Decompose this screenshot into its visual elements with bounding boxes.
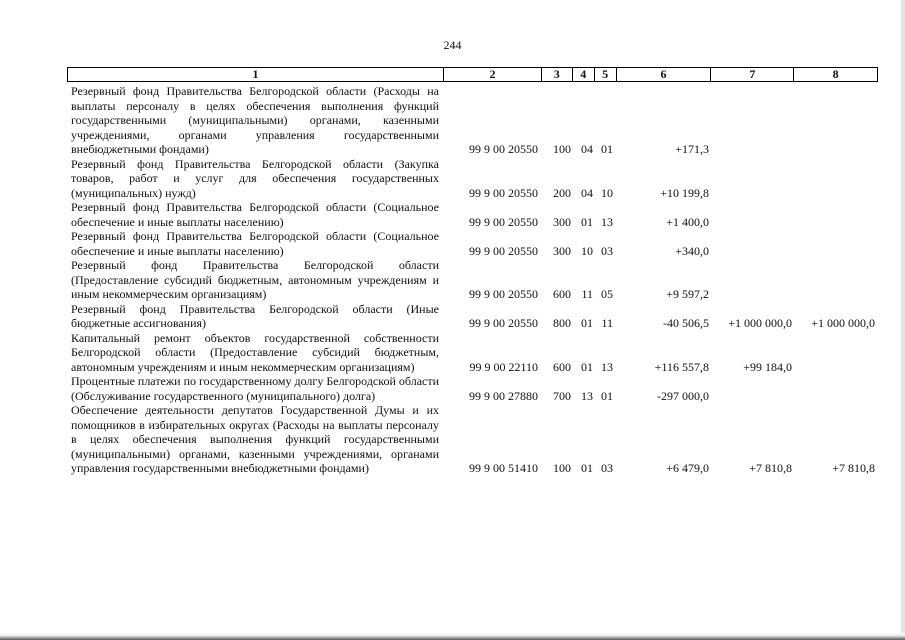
row-col-4: 01 [581,359,593,374]
header-col-8: 8 [832,67,839,81]
row-col-5: 13 [601,359,613,374]
row-col-3: 600 [553,287,571,301]
header-col-1: 1 [68,68,444,81]
row-col-6: +9 597,2 [666,287,709,301]
row-col-3: 600 [553,359,571,374]
row-description: Резервный фонд Правительства Белгородской области (Иные бюджетные ассигнования) [71,301,439,330]
table-row [67,84,878,157]
row-col-8: +1 000 000,0 [811,316,875,330]
row-code: 99 9 00 20550 [469,185,538,200]
scan-edge [901,0,905,640]
header-col-7: 7 [711,68,794,81]
row-description: Резервный фонд Правительства Белгородской области (Закупка товаров, работ и услуг для обеспечения государственных (муниципальных) нужд) [71,156,439,200]
table-row [67,374,878,403]
row-col-5: 01 [601,388,613,403]
row-col-5: 03 [601,461,613,475]
header-col-4: 4 [573,68,595,81]
row-col-8: +7 810,8 [832,461,875,475]
row-code: 99 9 00 20550 [469,287,538,301]
table-row [67,331,878,375]
table-row [67,403,878,476]
row-description: Процентные платежи по государственному долгу Белгородской области (Обслуживание государственного (муниципального) долга) [71,374,440,403]
row-col-5: 01 [601,142,613,156]
row-col-3: 200 [553,185,571,200]
row-col-3: 300 [553,243,571,258]
row-col-7: +99 184,0 [743,359,792,374]
row-col-4: 04 [581,142,593,156]
row-col-3: 800 [553,316,571,330]
row-col-3: 300 [553,214,571,229]
row-description: Резервный фонд Правительства Белгородской области (Социальное обеспечение и иные выплаты населению) [71,229,439,258]
row-col-4: 01 [581,461,593,475]
page-number: 244 [443,38,462,52]
table-body [67,84,878,476]
row-col-5: 11 [601,316,613,330]
scan-bottom-edge [0,633,905,640]
row-col-4: 01 [581,214,593,229]
row-col-3: 100 [553,461,571,475]
row-col-4: 01 [581,316,593,330]
row-description: Резервный фонд Правительства Белгородской области (Предоставление субсидий бюджетным, автономным учреждениям и иным некоммерческим организациям) [71,258,439,301]
row-col-6: +340,0 [675,243,709,258]
row-col-7: +1 000 000,0 [728,316,792,330]
header-col-6: 6 [617,68,712,81]
row-col-4: 10 [581,243,593,258]
table-row [67,302,878,331]
table-row [67,200,878,229]
row-description: Резервный фонд Правительства Белгородской области (Расходы на выплаты персоналу в целях обеспечения выполнения функций государственными (муниципальными) органами, казенными учреждениями, органами управления государственными внебюджетными фондами) [71,84,439,156]
row-col-6: +10 199,8 [660,185,709,200]
table-row [67,229,878,258]
header-col-2: 2 [444,68,542,81]
row-col-5: 03 [601,243,613,258]
row-code: 99 9 00 20550 [469,316,538,330]
row-code: 99 9 00 51410 [469,461,538,475]
row-col-6: +171,3 [675,142,709,156]
row-col-4: 04 [581,185,593,200]
row-col-6: -297 000,0 [657,388,709,403]
row-col-4: 13 [581,388,593,403]
row-description: Обеспечение деятельности депутатов Государственной Думы и их помощников в избирательных округах (Расходы на выплаты персоналу в целях обеспечения выполнения функций государственными (муниципальными) органами, казенными учреждениями, органами управления государственными внебюджетными фондами) [71,403,439,475]
row-code: 99 9 00 20550 [469,243,538,258]
row-col-6: +1 400,0 [666,214,709,229]
table-row [67,258,878,302]
row-description: Резервный фонд Правительства Белгородской области (Социальное обеспечение и иные выплаты населению) [71,200,439,229]
table-row [67,157,878,201]
row-col-3: 100 [553,142,571,156]
row-col-5: 13 [601,214,613,229]
row-col-6: +6 479,0 [666,461,709,475]
row-code: 99 9 00 22110 [469,359,538,374]
row-col-3: 700 [553,388,571,403]
row-col-4: 11 [581,287,593,301]
header-col-5: 5 [595,68,617,81]
row-col-6: -40 506,5 [663,316,709,330]
row-col-5: 10 [601,185,613,200]
header-col-3: 3 [542,68,573,81]
row-col-7: +7 810,8 [749,461,792,475]
row-col-5: 05 [601,287,613,301]
table-header [67,67,878,82]
row-description: Капитальный ремонт объектов государственной собственности Белгородской области (Предоставление субсидий бюджетным, автономным учреждениям и иным некоммерческим организациям) [71,330,439,374]
row-code: 99 9 00 20550 [469,142,538,156]
row-col-6: +116 557,8 [654,359,709,374]
row-code: 99 9 00 27880 [469,388,538,403]
row-code: 99 9 00 20550 [469,214,538,229]
